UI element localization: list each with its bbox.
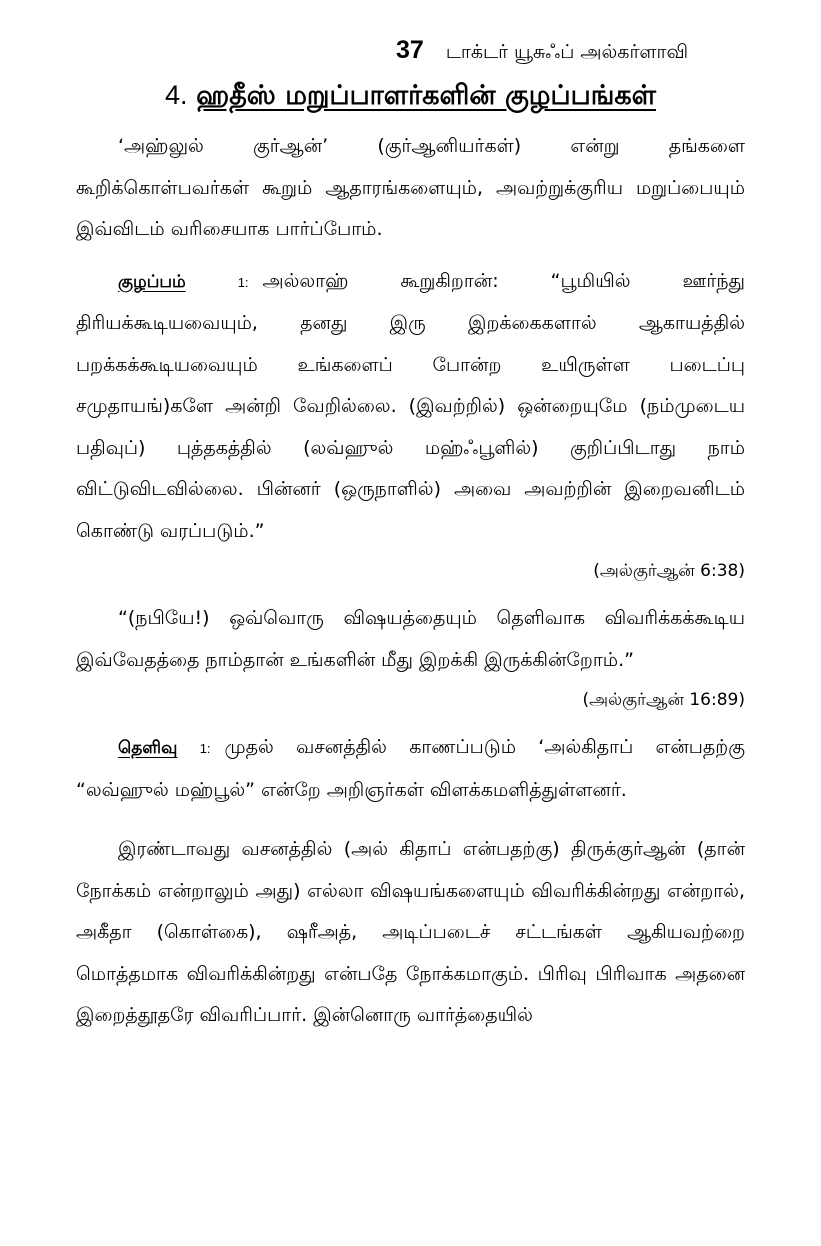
verse-reference: (அல்குர்ஆன் 16:89): [582, 690, 745, 710]
page-header: [396, 36, 749, 66]
verse-reference: (அல்குர்ஆன் 6:38): [593, 561, 745, 581]
doubt-paragraph: [76, 261, 745, 553]
body-text: [76, 126, 745, 1037]
clarification-number: 1:: [199, 741, 211, 756]
doubt-label: குழப்பம்: [118, 271, 186, 292]
page-number: 37: [396, 36, 424, 64]
doubt-number: 1:: [237, 274, 249, 290]
clarification-paragraph: [76, 727, 745, 811]
chapter-title: [0, 80, 821, 115]
chapter-number: 4.: [165, 80, 188, 110]
doubt-text: அல்லாஹ் கூறுகிறான்: “பூமியில் ஊர்ந்து திரியக்கூடியவையும், தனது இரு இறக்கைகளால் ஆகாயத்தில் பறக்கக்கூடியவையும் உங்களைப் போன்ற உயிருள்ள படைப்பு சமுதாயங்)களே அன்றி வேறில்லை. (இவற்றில்) ஒன்றையுமே (நம்முடைய பதிவுப்) புத்தகத்தில் (லவ்ஹுல் மஹ்ஃபூளில்) குறிப்பிடாது நாம் விட்டுவிடவில்லை. பின்னர் (ஒருநாளில்) அவை அவற்றின் இறைவனிடம் கொண்டு வரப்படும்.”: [76, 269, 745, 542]
clarification-text: முதல் வசனத்தில் காணப்படும் ‘அல்கிதாப் என்பதற்கு “லவ்ஹுல் மஹ்பூல்” என்றே அறிஞர்கள் விளக்கமளித்துள்ளனர்.: [76, 736, 746, 801]
intro-paragraph: ‘அஹ்லுல் குர்ஆன்’ (குர்ஆனியர்கள்) என்று தங்களை கூறிக்கொள்பவர்கள் கூறும் ஆதாரங்களையும், அவற்றுக்குரிய மறுப்பையும் இவ்விடம் வரிசையாக பார்ப்போம்.: [76, 135, 745, 240]
chapter-title-text: ஹதீஸ் மறுப்பாளர்களின் குழப்பங்கள்: [196, 80, 656, 111]
clarification-label: தெளிவு: [118, 738, 178, 758]
quote-paragraph: “(நபியே!) ஒவ்வொரு விஷயத்தையும் தெளிவாக விவரிக்கக்கூடிய இவ்வேதத்தை நாம்தான் உங்களின் மீது இறக்கி இருக்கின்றோம்.”: [76, 607, 745, 671]
running-head: டாக்டர் யூசுஃப் அல்கர்ளாவி: [445, 41, 689, 63]
second-verse-paragraph: இரண்டாவது வசனத்தில் (அல் கிதாப் என்பதற்கு) திருக்குர்ஆன் (தான் நோக்கம் என்றாலும் அது) எல்லா விஷயங்களையும் விவரிக்கின்றது என்றால், அகீதா (கொள்கை), ஷரீஅத், அடிப்படைச் சட்டங்கள் ஆகியவற்றை மொத்தமாக விவரிக்கின்றது என்பதே நோக்கமாகும். பிரிவு பிரிவாக அதனை இறைத்தூதரே விவரிப்பார். இன்னொரு வார்த்தையில்: [76, 838, 745, 1026]
